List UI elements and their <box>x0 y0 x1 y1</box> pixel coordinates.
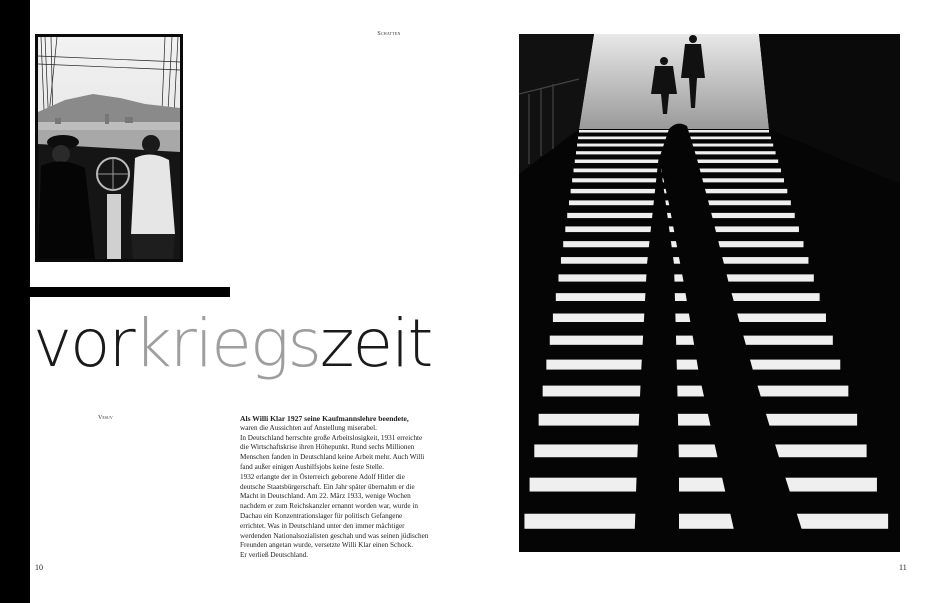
body-line: deutsche Staatsbürgerschaft. Ein Jahr später übernahm er die <box>240 482 415 491</box>
stair-step-stripe <box>534 444 866 457</box>
body-line: In Deutschland herrschte große Arbeitslosigkeit, 1931 erreichte <box>240 433 423 442</box>
headline-part-vor: vor <box>33 305 134 382</box>
ship-deck-photo <box>35 34 183 262</box>
headline-part-kriegs: kriegs <box>133 305 320 382</box>
body-line: werdenden Nationalsozialisten geschah und was seinen jüdischen <box>240 531 429 540</box>
headline <box>33 306 431 382</box>
body-line: Er verließ Deutschland. <box>240 551 309 560</box>
page-number-left: 10 <box>35 563 43 572</box>
body-line: die Wirtschaftskrise ihren Höhepunkt. Rund sechs Millionen <box>240 443 415 452</box>
body-copy <box>240 414 460 561</box>
body-line: Menschen fanden in Deutschland keine Arbeit mehr. Auch Willi <box>240 453 425 462</box>
running-head: Schatten <box>377 31 401 37</box>
body-lead: Als Willi Klar 1927 seine Kaufmannslehre beendete, <box>240 414 409 423</box>
stair-step-stripe <box>546 360 840 370</box>
body-line: Macht in Deutschland. Am 22. März 1933, wenige Wochen <box>240 492 411 501</box>
stair-step-stripe <box>530 478 877 492</box>
page-edge-bar <box>0 0 30 603</box>
headline-rule <box>30 287 230 297</box>
page-number-right: 11 <box>899 563 907 572</box>
stair-step-stripe <box>543 386 849 397</box>
body-line: nachdem er zum Reichskanzler ernannt worden war, wurde in <box>240 502 418 511</box>
body-line: Freunden angetan wurde, versetzte Willi Klar einen Schock. <box>240 541 414 550</box>
stair-step-stripe <box>550 336 833 345</box>
body-line: Dachau ein Konzentrationslager für politisch Gefangene <box>240 511 403 520</box>
stair-step-stripe <box>539 414 857 426</box>
body-line: 1932 erlangte der in Österreich geborene Adolf Hitler die <box>240 472 405 481</box>
stair-step-stripe <box>524 514 888 529</box>
body-line: waren die Aussichten auf Anstellung miserabel. <box>240 423 377 432</box>
body-line: fand außer einigen Aushilfsjobs keine feste Stelle. <box>240 462 384 471</box>
staircase-shadow-photo <box>519 34 900 552</box>
photo-caption: Vesuv <box>98 415 113 421</box>
headline-part-zeit: zeit <box>319 305 432 382</box>
body-line: errichtet. Was in Deutschland unter den immer mächtiger <box>240 521 405 530</box>
